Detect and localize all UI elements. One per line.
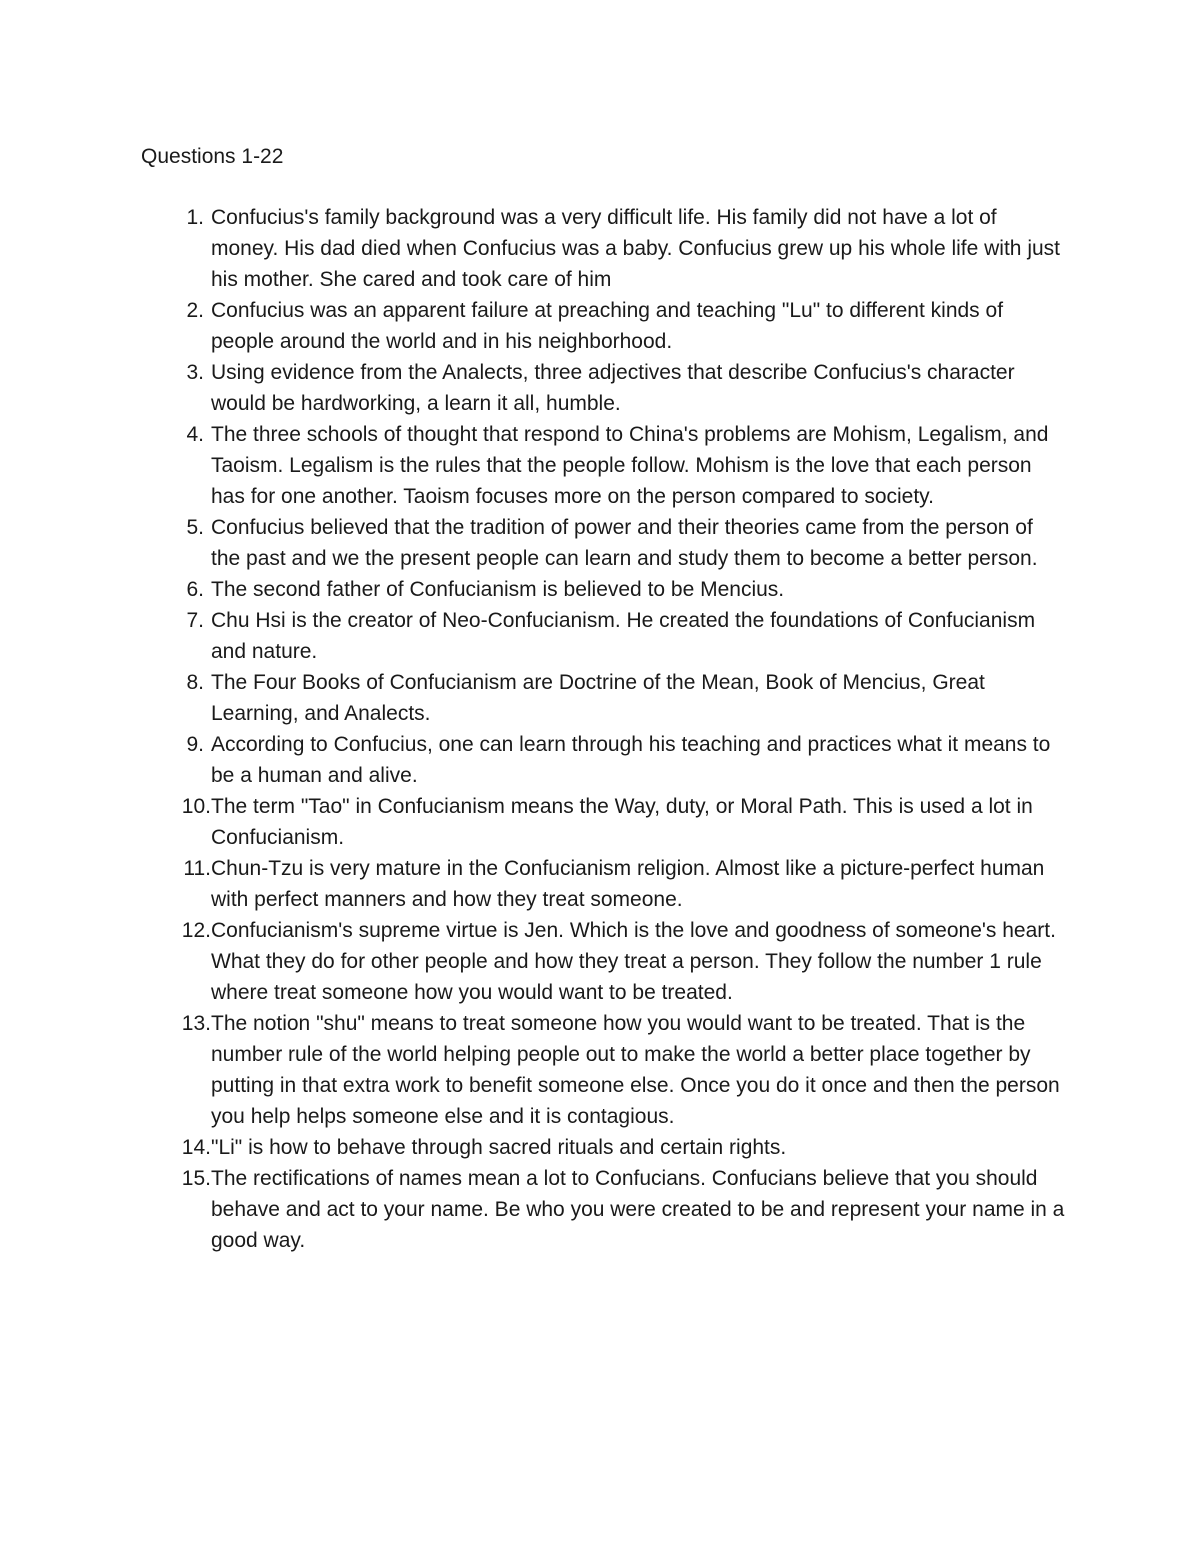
list-item (0, 667, 1067, 729)
list-item (0, 574, 1067, 605)
item-text: Confucianism's supreme virtue is Jen. Which is the love and goodness of someone's heart. What they do for other people and how they treat a person. They follow the number 1 rule where treat someone how you would want to be treated. (211, 919, 1056, 1004)
item-text: Chun-Tzu is very mature in the Confucianism religion. Almost like a picture-perfect human with perfect manners and how they treat someone. (211, 857, 1045, 911)
list-item (0, 1008, 1067, 1132)
list-item (0, 295, 1067, 357)
item-text: According to Confucius, one can learn through his teaching and practices what it means to be a human and alive. (211, 733, 1051, 787)
list-item (0, 729, 1067, 791)
item-number: 10. (181, 795, 211, 818)
list-item (0, 419, 1067, 512)
item-number: 8. (186, 671, 204, 694)
item-text: The term "Tao" in Confucianism means the Way, duty, or Moral Path. This is used a lot in Confucianism. (211, 795, 1033, 849)
item-number: 2. (186, 299, 204, 322)
item-text: "Li" is how to behave through sacred rituals and certain rights. (211, 1136, 787, 1159)
document-title: Questions 1-22 (141, 145, 284, 168)
item-number: 3. (186, 361, 204, 384)
item-number: 5. (186, 516, 204, 539)
item-text: The three schools of thought that respond to China's problems are Mohism, Legalism, and Taoism. Legalism is the rules that the people follow. Mohism is the love that each person has for one another. Taoism focuses more on the person compared to society. (211, 423, 1049, 508)
question-list (0, 202, 1200, 1256)
list-item (0, 357, 1067, 419)
item-text: The notion "shu" means to treat someone how you would want to be treated. That is the number rule of the world helping people out to make the world a better place together by putting in that extra work to benefit someone else. Once you do it once and then the person you help helps someone else and it is contagious. (211, 1012, 1060, 1128)
item-number: 12. (181, 919, 211, 942)
list-item (0, 605, 1067, 667)
item-number: 15. (181, 1167, 211, 1190)
item-number: 1. (186, 206, 204, 229)
item-text: Confucius's family background was a very difficult life. His family did not have a lot of money. His dad died when Confucius was a baby. Confucius grew up his whole life with just his mother. She cared and took care of him (211, 206, 1060, 291)
item-text: The Four Books of Confucianism are Doctrine of the Mean, Book of Mencius, Great Learning, and Analects. (211, 671, 985, 725)
item-number: 14. (181, 1136, 211, 1159)
item-number: 13. (181, 1012, 211, 1035)
item-number: 4. (186, 423, 204, 446)
item-text: Chu Hsi is the creator of Neo-Confucianism. He created the foundations of Confucianism and nature. (211, 609, 1036, 663)
list-item (0, 791, 1067, 853)
item-number: 9. (186, 733, 204, 756)
item-text: Using evidence from the Analects, three adjectives that describe Confucius's character would be hardworking, a learn it all, humble. (211, 361, 1015, 415)
item-number: 6. (186, 578, 204, 601)
item-text: Confucius believed that the tradition of power and their theories came from the person of the past and we the present people can learn and study them to become a better person. (211, 516, 1038, 570)
item-number: 11. (183, 857, 211, 880)
list-item (0, 1163, 1067, 1256)
item-text: Confucius was an apparent failure at preaching and teaching "Lu" to different kinds of people around the world and in his neighborhood. (211, 299, 1004, 353)
item-text: The rectifications of names mean a lot to Confucians. Confucians believe that you should behave and act to your name. Be who you were created to be and represent your name in a good way. (211, 1167, 1065, 1252)
list-item (0, 853, 1067, 915)
list-item (0, 1132, 1067, 1163)
item-number: 7. (186, 609, 204, 632)
list-item (0, 915, 1067, 1008)
list-item (0, 202, 1067, 295)
item-text: The second father of Confucianism is believed to be Mencius. (211, 578, 785, 601)
list-item (0, 512, 1067, 574)
